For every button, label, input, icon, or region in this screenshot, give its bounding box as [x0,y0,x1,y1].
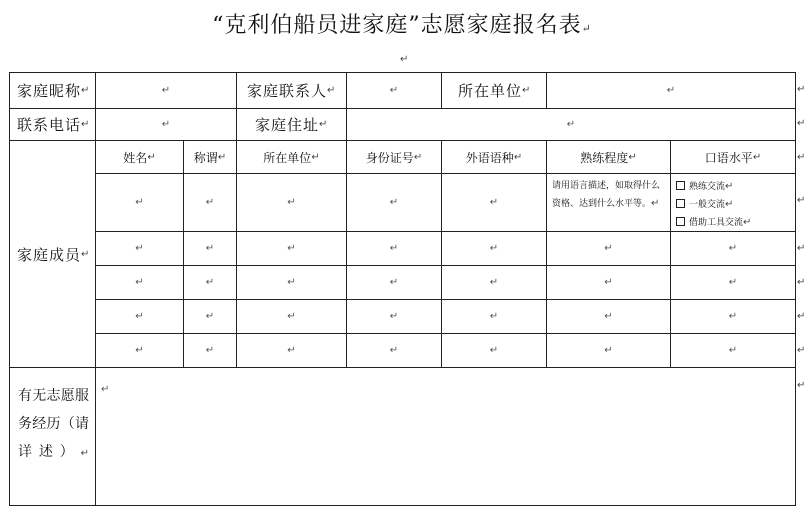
address-field[interactable]: ↵ [566,119,576,130]
proficiency-note: 请用语言描述，如取得什么资格、达到什么水平等。↵ [552,181,661,209]
member-cell[interactable]: ↵ [604,345,613,356]
member-1-relation[interactable]: ↵ [205,197,215,208]
unit-field[interactable]: ↵ [666,85,676,96]
spoken-option-with-tools[interactable]: 借助工具交流↵ [676,214,795,232]
member-1-id[interactable]: ↵ [389,197,399,208]
spoken-option-fluent[interactable]: 熟练交流↵ [676,178,795,196]
member-cell[interactable]: ↵ [389,243,399,254]
member-cell[interactable]: ↵ [135,311,144,322]
row-end-mark: ↵ [797,311,805,322]
member-1-unit[interactable]: ↵ [287,197,296,208]
member-cell[interactable]: ↵ [604,277,613,288]
member-cell[interactable]: ↵ [604,311,613,322]
member-cell[interactable]: ↵ [728,345,738,356]
row-end-mark: ↵ [797,118,805,129]
member-cell[interactable]: ↵ [389,311,399,322]
member-cell[interactable]: ↵ [389,277,399,288]
member-cell[interactable]: ↵ [728,243,738,254]
row-end-mark: ↵ [797,152,805,163]
member-cell[interactable]: ↵ [389,345,399,356]
member-cell[interactable]: ↵ [287,243,296,254]
member-cell[interactable]: ↵ [205,345,215,356]
member-cell[interactable]: ↵ [728,277,738,288]
row-end-mark: ↵ [797,345,805,356]
checkbox-icon[interactable] [676,217,685,226]
checkbox-icon[interactable] [676,199,685,208]
row-end-mark: ↵ [797,243,805,254]
paragraph-mark: ↵ [400,54,409,65]
header-proficiency: 熟练程度 ↵ [580,150,637,165]
family-nickname-label: 家庭昵称 ↵ [17,82,91,100]
family-contact-field[interactable]: ↵ [389,85,399,96]
header-id-number: 身份证号 ↵ [365,150,423,165]
unit-label: 所在单位 ↵ [458,82,532,100]
member-cell[interactable]: ↵ [205,277,215,288]
member-cell[interactable]: ↵ [135,345,144,356]
member-cell[interactable]: ↵ [604,243,613,254]
member-1-name[interactable]: ↵ [135,197,144,208]
member-cell[interactable]: ↵ [205,243,215,254]
volunteer-experience-field[interactable]: ↵ [101,384,110,395]
form-title: “克利伯船员进家庭”志愿家庭报名表↵ [212,13,592,38]
member-cell[interactable]: ↵ [205,311,215,322]
member-cell[interactable]: ↵ [489,243,499,254]
family-nickname-field[interactable]: ↵ [161,85,171,96]
phone-field[interactable]: ↵ [161,119,171,130]
checkbox-icon[interactable] [676,181,685,190]
spoken-level-options [671,174,795,231]
member-cell[interactable]: ↵ [287,311,296,322]
member-cell[interactable]: ↵ [287,345,296,356]
member-cell[interactable]: ↵ [489,345,499,356]
address-label: 家庭住址 ↵ [255,116,329,134]
row-end-mark: ↵ [797,195,805,206]
header-unit: 所在单位 ↵ [263,150,320,165]
member-cell[interactable]: ↵ [489,277,499,288]
header-name: 姓名 ↵ [123,150,156,165]
header-spoken-level: 口语水平 ↵ [704,150,762,165]
phone-label: 联系电话 ↵ [17,116,91,134]
member-cell[interactable]: ↵ [728,311,738,322]
row-end-mark: ↵ [797,380,805,391]
header-relation: 称谓 ↵ [193,150,227,165]
header-language: 外语语种 ↵ [465,150,523,165]
member-cell[interactable]: ↵ [287,277,296,288]
member-cell[interactable]: ↵ [489,311,499,322]
member-cell[interactable]: ↵ [135,243,144,254]
row-end-mark: ↵ [797,84,805,95]
volunteer-experience-label: 有无志愿服务经历（请详述）↵ [18,388,89,460]
family-contact-label: 家庭联系人 ↵ [247,82,337,100]
member-1-language[interactable]: ↵ [489,197,499,208]
family-members-label: 家庭成员 ↵ [17,245,91,264]
spoken-option-general[interactable]: 一般交流↵ [676,196,795,214]
member-cell[interactable]: ↵ [135,277,144,288]
row-end-mark: ↵ [797,277,805,288]
